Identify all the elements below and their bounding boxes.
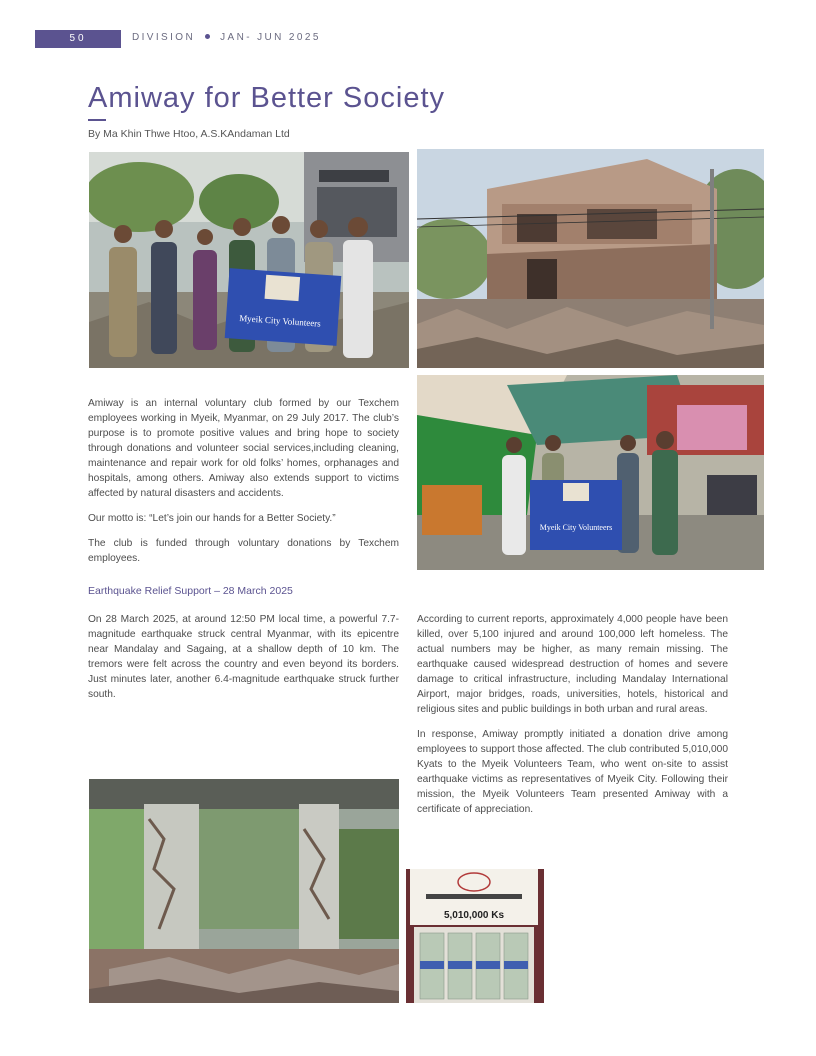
page-number: 50 [69,33,87,44]
photo-donation-handover [417,375,764,570]
section-subheading: Earthquake Relief Support – 28 March 2025 [88,585,293,597]
intro-paragraph-1: Amiway is an internal voluntary club formed by our Texchem employees working in Myeik, Myanmar, on 29 July 2017. The club’s purpose is to promote positive values and bring hope to society through donations and volunteer social services,including cleaning, maintenance and repair work for old folks’ homes, orphanages and hospitals, among others. Amiway also extends support to victims affected by natural disasters and accidents. [88,398,399,499]
photo-damaged-interior [89,779,399,1003]
article-title: Amiway for Better Society [88,82,445,114]
running-header [132,32,321,43]
motto-paragraph: Our motto is: “Let’s join our hands for a Better Society.” [88,513,336,524]
title-underline [88,119,106,121]
photo-donation-cash [406,869,544,1003]
page-number-badge [35,30,121,48]
funding-paragraph: The club is funded through voluntary donations by Texchem employees. [88,538,399,564]
response-paragraph: In response, Amiway promptly initiated a donation drive among employees to support those affected. The club contributed 5,010,000 Kyats to the Myeik Volunteers Team, who went on-site to assist earthquake victims as representatives of Myeik City. Following their mission, the Myeik Volunteers Team presented Amiway with a certificate of appreciation. [417,729,728,815]
earthquake-paragraph: On 28 March 2025, at around 12:50 PM local time, a powerful 7.7-magnitude earthquake struck central Myanmar, with its epicentre near Mandalay and Sagaing, at a shallow depth of 10 km. The tremors were felt across the country and even beyond its borders. Just minutes later, another 6.4-magnitude earthquake struck further south. [88,614,399,700]
photo-collapsed-building [417,149,764,368]
byline: By Ma Khin Thwe Htoo, A.S.KAndaman Ltd [88,128,290,140]
donation-amount-label: 5,010,000 Ks [443,910,505,921]
banner-text-2: Myeik City Volunteers [539,523,613,532]
right-column [417,612,728,827]
intro-section [88,396,399,576]
casualties-paragraph: According to current reports, approximately 4,000 people have been killed, over 5,100 injured and around 100,000 left homeless. The actual numbers may be higher, as many remain missing. The earthquake caused widespread destruction of homes and severe damage to critical infrastructure, including Mandalay International Airport, major bridges, roads, universities, hotels, historical and religious sites and public buildings in both urban and rural areas. [417,614,728,715]
banner-text: Myeik City Volunteers [238,312,322,329]
section-label: DIVISION [132,32,196,43]
issue-label: JAN- JUN 2025 [220,32,321,43]
photo-volunteers-group [89,152,409,368]
bullet-dot [205,34,210,39]
